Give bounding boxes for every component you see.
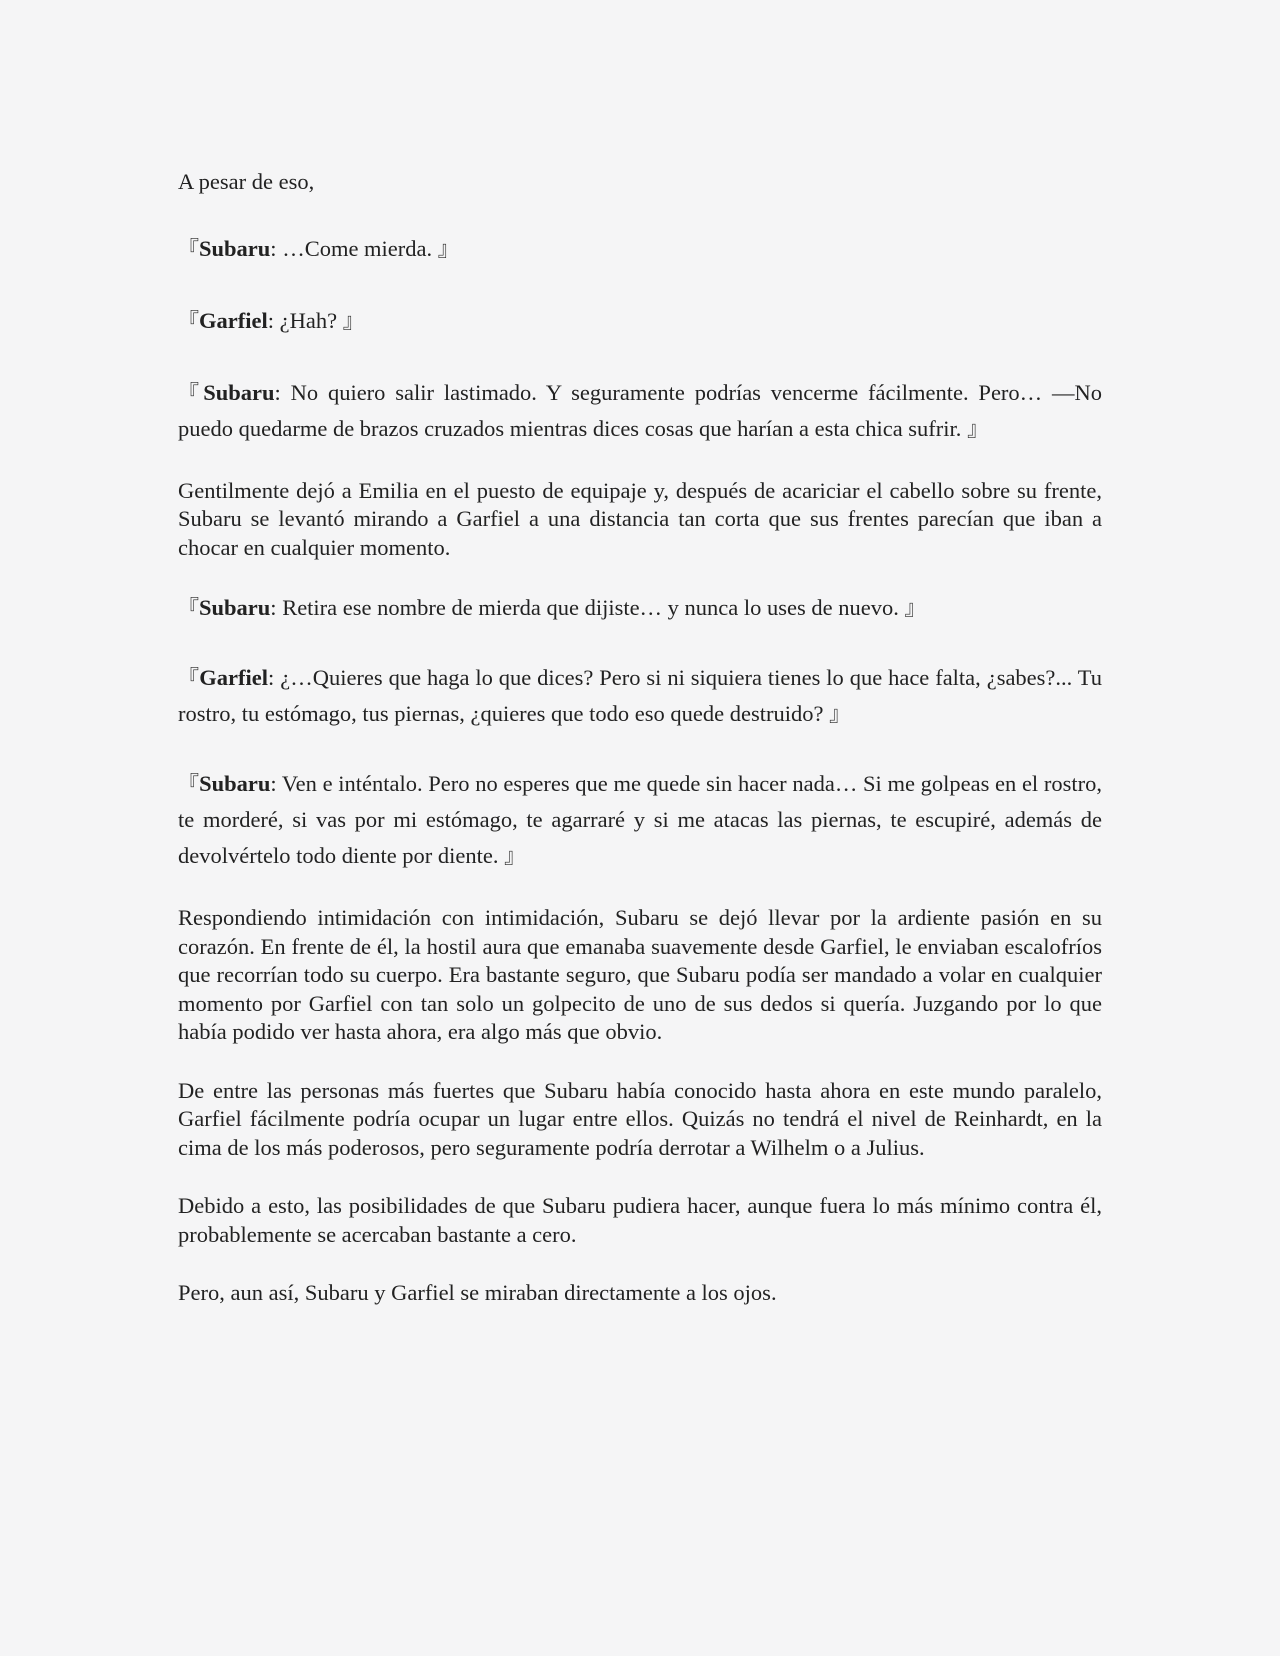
speaker-separator: :: [267, 307, 280, 333]
narration-paragraph: Respondiendo intimidación con intimidación, Subaru se dejó llevar por la ardiente pasión en su corazón. En frente de él, la hostil aura que emanaba suavemente desde Garfiel, le enviaban escalofríos que recorrían todo su cuerpo. Era bastante seguro, que Subaru podía ser mandado a volar en cualquier momento por Garfiel con tan solo un golpecito de uno de sus dedos si quería. Juzgando por lo que había podido ver hasta ahora, era algo más que obvio.: [178, 905, 1102, 1044]
speaker-separator: :: [268, 665, 281, 690]
speaker-name: Garfiel: [199, 307, 268, 333]
open-bracket: 『: [178, 308, 199, 333]
open-bracket: 『: [178, 236, 199, 261]
dialogue-line: [178, 231, 1102, 267]
close-bracket: 』: [904, 596, 926, 620]
dialogue-text: Ven e inténtalo. Pero no esperes que me quede sin hacer nada… Si me golpeas en el rostro, te morderé, si vas por mi estómago, te agarraré y si me atacas las piernas, te escupiré, además de devolvértelo todo diente por diente.: [178, 771, 1102, 868]
dialogue-line: [178, 590, 1102, 626]
speaker-separator: :: [270, 235, 283, 261]
speaker-separator: :: [270, 595, 283, 620]
close-bracket: 』: [504, 844, 526, 868]
open-bracket: 『: [178, 380, 204, 405]
dialogue-text: …Come mierda.: [282, 235, 438, 261]
dialogue-line: [178, 660, 1102, 732]
narration-paragraph: De entre las personas más fuertes que Subaru había conocido hasta ahora en este mundo paralelo, Garfiel fácilmente podría ocupar un lugar entre ellos. Quizás no tendrá el nivel de Reinhardt, en la cima de los más poderosos, pero seguramente podría derrotar a Wilhelm o a Julius.: [178, 1077, 1102, 1160]
close-bracket: 』: [437, 236, 459, 261]
open-bracket: 『: [178, 666, 200, 690]
speaker-name: Subaru: [199, 595, 271, 620]
dialogue-text: ¿…Quieres que haga lo que dices? Pero si ni siquiera tienes lo que hace falta, ¿sabes?... Tu rostro, tu estómago, tus piernas, ¿quieres que todo eso quede destruido?: [178, 665, 1102, 726]
speaker-name: Subaru: [199, 771, 271, 796]
narration-paragraph: Pero, aun así, Subaru y Garfiel se miraban directamente a los ojos.: [178, 1280, 777, 1305]
narration-paragraph: Gentilmente dejó a Emilia en el puesto de equipaje y, después de acariciar el cabello sobre su frente, Subaru se levantó mirando a Garfiel a una distancia tan corta que sus frentes parecían que iban a chocar en cualquier momento.: [178, 477, 1102, 560]
speaker-name: Garfiel: [199, 665, 269, 690]
speaker-name: Subaru: [203, 379, 275, 405]
dialogue-text: Retira ese nombre de mierda que dijiste… y nunca lo uses de nuevo.: [282, 595, 905, 620]
close-bracket: 』: [967, 416, 989, 441]
close-bracket: 』: [829, 702, 851, 726]
narration-paragraph: A pesar de eso,: [178, 169, 315, 194]
narration-paragraph: Debido a esto, las posibilidades de que Subaru pudiera hacer, aunque fuera lo más mínimo contra él, probablemente se acercaban bastante a cero.: [178, 1193, 1102, 1247]
open-bracket: 『: [178, 772, 200, 796]
speaker-separator: :: [270, 771, 282, 796]
speaker-name: Subaru: [199, 235, 271, 261]
speaker-separator: :: [274, 379, 291, 405]
text-column: [178, 168, 1102, 1308]
dialogue-line: [178, 375, 1102, 447]
close-bracket: 』: [342, 308, 364, 333]
dialogue-text: ¿Hah?: [279, 307, 343, 333]
dialogue-line: [178, 303, 1102, 339]
dialogue-line: [178, 766, 1102, 874]
dialogue-text: No quiero salir lastimado. Y seguramente podrías vencerme fácilmente. Pero… —No puedo quedarme de brazos cruzados mientras dices cosas que harían a esta chica sufrir.: [178, 379, 1103, 441]
open-bracket: 『: [178, 596, 199, 620]
